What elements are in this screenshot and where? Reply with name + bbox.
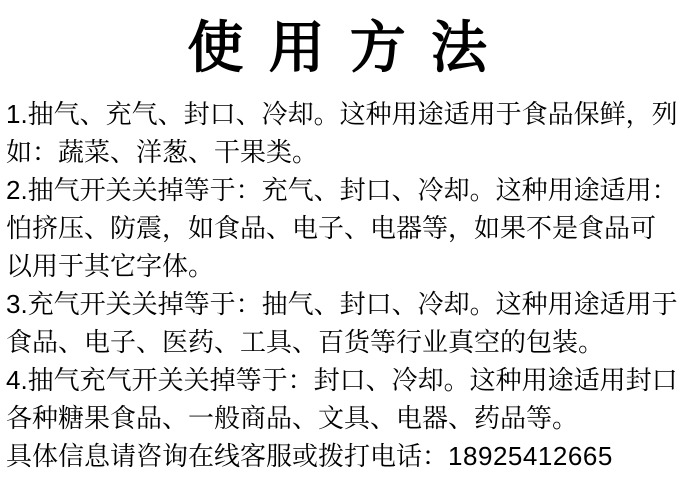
instruction-item-3 [6,285,678,361]
instructions-list [0,95,680,475]
instruction-line: 食品、电子、医药、工具、百货等行业真空的包装。 [6,327,605,358]
usage-instructions-page [0,16,680,501]
instruction-line: 4.抽气充气开关关掉等于：封口、冷却。这种用途适用封口 [6,365,678,396]
page-title: 使 用 方 法 [187,18,493,80]
instruction-line: 怕挤压、防震，如食品、电子、电器等，如果不是食品可 [6,213,657,244]
instruction-item-1 [6,95,678,171]
footer-phone-number: 18925412665 [448,441,613,472]
instruction-line: 3.充气开关关掉等于：抽气、封口、冷却。这种用途适用于 [6,289,678,320]
footer-contact [6,437,678,475]
instruction-item-2 [6,171,678,285]
instruction-line: 如：蔬菜、洋葱、干果类。 [6,137,319,168]
instruction-line: 2.抽气开关关掉等于：充气、封口、冷却。这种用途适用： [6,175,678,206]
instruction-line: 1.抽气、充气、封口、冷却。这种用途适用于食品保鲜，列 [6,99,678,130]
footer-contact-label: 具体信息请咨询在线客服或拨打电话： [6,441,449,472]
instruction-item-4 [6,361,678,437]
instruction-line: 各种糖果食品、一般商品、文具、电器、药品等。 [6,403,579,434]
instruction-line: 以用于其它字体。 [6,251,215,282]
